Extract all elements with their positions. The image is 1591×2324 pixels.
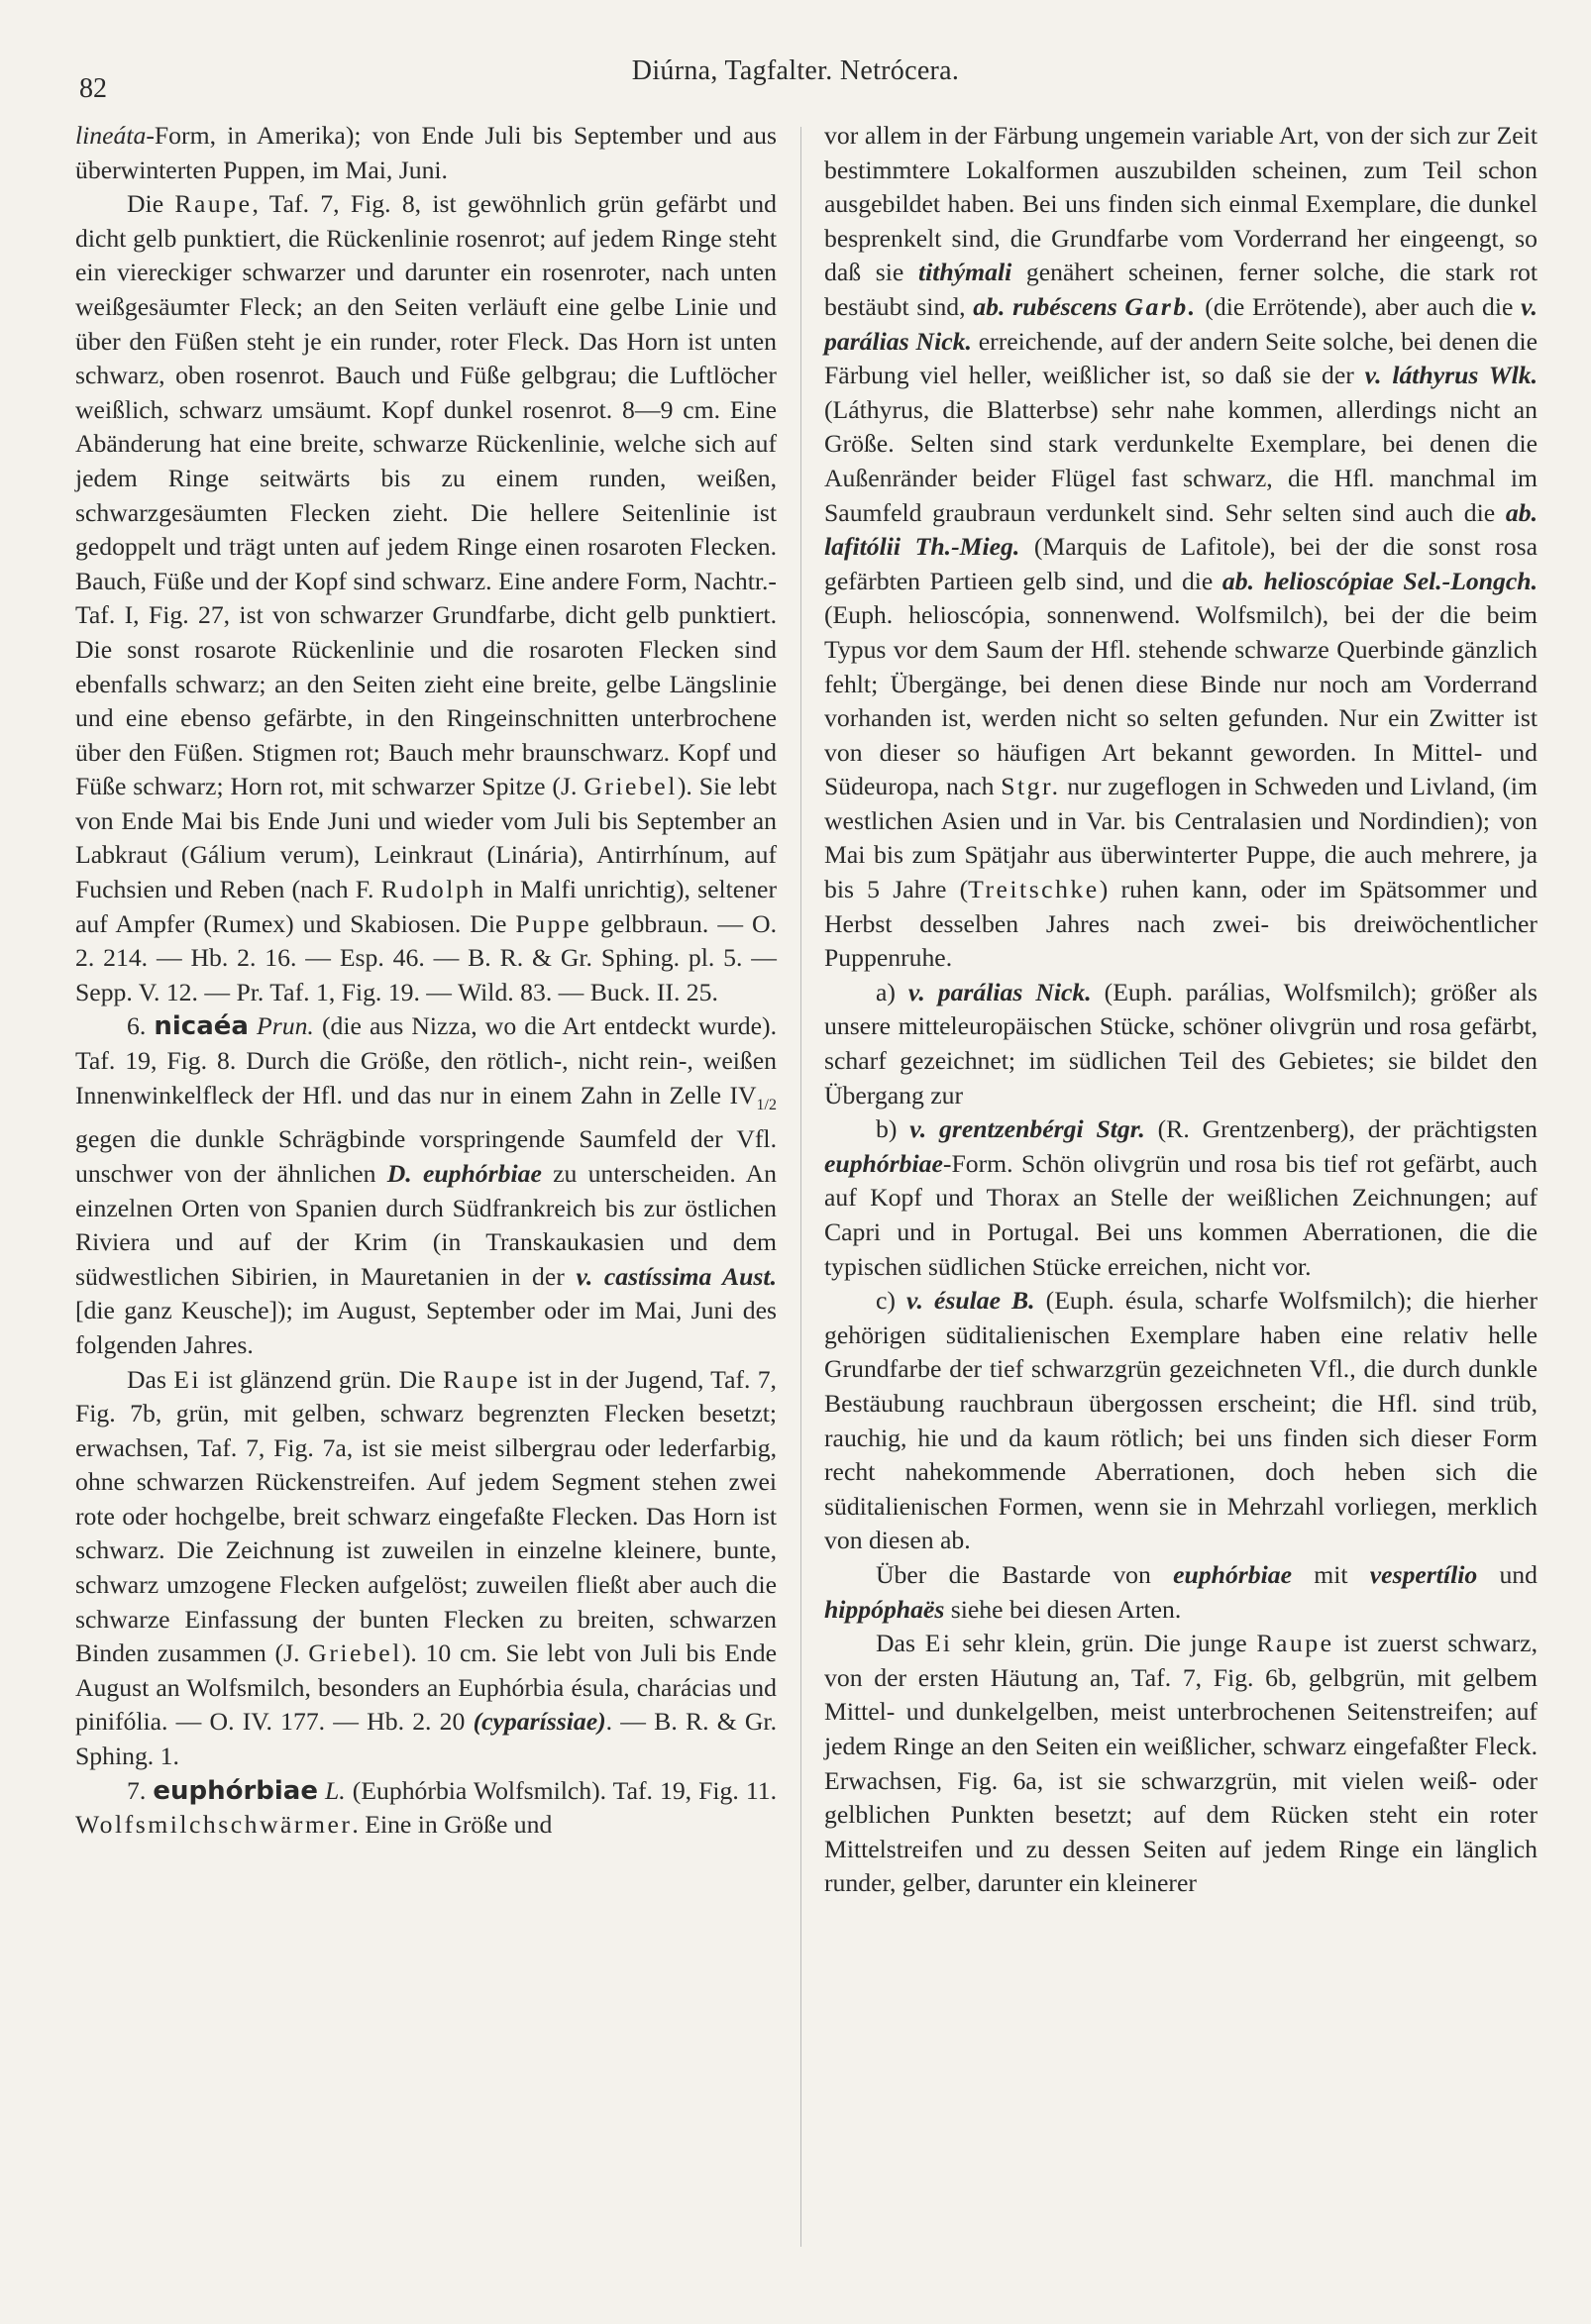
taxon-name: tithýmali	[918, 258, 1012, 287]
spaced-term: Puppe	[515, 908, 592, 938]
text-run: , Taf. 7, Fig. 8, ist gewöhnlich grün gefärbt und dicht gelb punktiert, die Rückenlinie rosenrot; auf jedem Ringe steht ein viereckiger schwarzer und darunter ein rosenroter, nach unten weißgesäumter Fleck; an den Seiten verläuft eine gelbe Linie und über den Füßen steht je ein runder, roter Fleck. Das Horn ist unten schwarz, oben rosenrot. Bauch und Füße gelbgrau; die Luftlöcher weißlich, schwarz umsäumt. Kopf dunkel rosenrot. 8—9 cm. Eine Abänderung hat eine breite, schwarze Rückenlinie, welche sich auf jedem Ringe seitwärts bis zu einem runden, weißen, schwarzgesäumten Flecken zieht. Die hellere Seitenlinie ist gedoppelt und trägt unten auf jedem Ringe einen rosaroten Flecken. Bauch, Füße und der Kopf sind schwarz. Eine andere Form, Nachtr.-Taf. I, Fig. 27, ist von schwarzer Grundfarbe, dicht gelb punktiert. Die sonst rosarote Rückenlinie und die rosaroten Flecken sind ebenfalls schwarz; an den Seiten zieht eine breite, gelbe Längslinie und eine ebenso gefärbte, in den Ringeinschnitten unterbrochene über den Füßen. Stigmen rot; Bauch mehr braunschwarz. Kopf und Füße schwarz; Horn rot, mit schwarzer Spitze (J.	[75, 189, 777, 801]
text-run: . Eine in Größe und	[352, 1810, 553, 1840]
text-run: zu unterscheiden. An einzelnen Orten von Spanien durch Südfrankreich bis zur östlichen Riviera und auf der Krim (in Transkaukasien und dem südwestlichen Sibirien, in Mauretanien in der	[75, 1158, 777, 1291]
text-run: gelbbraun. — O. 2. 214. — Hb. 2. 16. — Esp. 46. — B. R. & Gr. Sphing. pl. 5. — Sepp. V. 12. — Pr. Taf. 1, Fig. 19. — Wild. 83. — Buck. II. 25.	[75, 908, 778, 1006]
author-name: Stgr.	[1001, 772, 1061, 801]
text-run: c)	[876, 1286, 907, 1316]
text-run: und	[1477, 1559, 1538, 1589]
text-run: ) ruhen kann, oder im Spätsommer und Herbst desselben Jahres nach zwei- bis dreiwöchentlicher Puppenruhe.	[824, 875, 1538, 973]
text-run: b)	[876, 1114, 910, 1144]
taxon-name: v. láthyrus Wlk.	[1364, 361, 1538, 390]
taxon-name: v. parálias Nick.	[907, 977, 1092, 1006]
paragraph	[824, 119, 1538, 976]
left-column	[75, 119, 777, 1843]
text-run: ist glänzend grün. Die	[201, 1364, 443, 1394]
running-head: Diúrna, Tagfalter. Netrócera.	[631, 55, 960, 86]
spaced-term: Ei	[924, 1629, 953, 1658]
taxon-name: ab. lafitólii Th.-Mieg.	[824, 497, 1538, 562]
author-name: Griebel	[583, 772, 678, 801]
text-run: (die Errötende), aber auch die	[1197, 291, 1522, 321]
column-divider	[800, 127, 801, 2247]
taxon-name: ab. helioscópiae Sel.-Longch.	[1221, 566, 1538, 595]
text-run: Die	[127, 189, 175, 219]
paragraph	[824, 1558, 1538, 1627]
text-run: [die ganz Keusche]); im August, September oder im Mai, Juni des folgenden Jahres.	[75, 1296, 777, 1359]
text-run: 7.	[127, 1775, 154, 1805]
text-run: (Euph. parálias, Wolfsmilch); größer als unsere mitteleuropäischen Stücke, schöner olivgrün und rosa gefärbt, scharf gezeichnet; im südlichen Teil des Gebietes; sie bildet den Übergang zur	[824, 977, 1538, 1109]
text-run: (Euph. ésula, scharfe Wolfsmilch); die hierher gehörigen süditalienischen Exemplare haben eine relativ helle Grundfarbe der tief schwarzgrün gezeichneten Vfl., die durch dunkle Bestäubung rauchbraun übergossen erscheint; die Hfl. sind trüb, rauchig, hie und da kaum rötlich; bei uns finden sich dieser Form recht nahekommende Aberrationen, doch heben sich die süditalienischen Formen, wenn sie in Mehrzahl vorliegen, merklich von diesen ab.	[824, 1286, 1538, 1555]
text-run: . — B. R. & Gr. Sphing. 1.	[75, 1707, 777, 1771]
common-name: Wolfsmilchschwärmer	[75, 1810, 353, 1840]
right-column	[824, 119, 1538, 1901]
paragraph	[824, 1627, 1538, 1901]
text-run: genähert scheinen, ferner solche, die stark rot bestäubt sind,	[824, 258, 1538, 321]
author-abbrev: Garb.	[1124, 291, 1198, 321]
taxon-name: v. castíssima Aust.	[576, 1261, 777, 1291]
author-abbrev: Prun.	[257, 1011, 314, 1041]
spaced-term: Raupe	[174, 189, 253, 219]
text-run: ). 10 cm. Sie lebt von Juli bis Ende August an Wolfsmilch, besonders an Euphórbia ésula, charácias und pinifólia. — O. IV. 177. — Hb. 2. 20	[75, 1638, 778, 1737]
text-run: vor allem in der Färbung ungemein variable Art, von der sich zur Zeit bestimmtere Lokalformen auszubilden scheinen, zum Teil schon ausgebildet haben. Bei uns finden sich einmal Exemplare, die dunkel besprenkelt sind, die Grundfarbe vom Vorderrand her eingeengt, so daß sie	[824, 121, 1538, 287]
taxon-name: v. ésulae B.	[906, 1286, 1035, 1316]
text-run: Über die Bastarde von	[876, 1559, 1174, 1589]
paragraph	[75, 187, 777, 1009]
text-run: a)	[876, 977, 908, 1006]
text-run: (Euph. helioscópia, sonnenwend. Wolfsmilch), bei der die beim Typus vor dem Saum der Hfl. stehende schwarze Querbinde gänzlich fehlt; Übergänge, bei denen diese Binde nur noch am Vorderrand vorhanden ist, werden nicht so selten gefunden. Nur ein Zwitter ist von dieser so häufigen Art bekannt geworden. In Mittel- und Südeuropa, nach	[824, 600, 1538, 801]
text-run: -Form, in Amerika); von Ende Juli bis September und aus überwinterten Puppen, im Mai, Juni.	[75, 121, 777, 184]
text-run: Das	[876, 1629, 925, 1658]
spaced-term: Ei	[173, 1364, 202, 1394]
text-run: Das	[127, 1364, 174, 1394]
text-run: sehr klein, grün. Die junge	[952, 1629, 1257, 1658]
taxon-name: ab. rubéscens	[973, 291, 1117, 321]
text-run: (die aus Nizza, wo die Art entdeckt wurde). Taf. 19, Fig. 8. Durch die Größe, den rötlich-, nicht rein-, weißen Innenwinkelfleck der Hfl. und das nur in einem Zahn in Zelle IV	[75, 1011, 777, 1109]
paragraph	[824, 1112, 1538, 1284]
text-run: ist in der Jugend, Taf. 7, Fig. 7b, grün, mit gelben, schwarz begrenzten Flecken besetzt; erwachsen, Taf. 7, Fig. 7a, ist sie meist silbergrau oder lederfarbig, ohne schwarzen Rückenstreifen. Auf jedem Segment stehen zwei rote oder hochgelbe, breit schwarz eingefaßte Flecken. Das Horn ist schwarz. Die Zeichnung ist zuweilen in einzelne kleinere, bunte, schwarz umzogene Flecken aufgelöst; zuweilen fließt aber auch die schwarze Einfassung der bunten Flecken zu breiten, schwarzen Binden zusammen (J.	[75, 1364, 777, 1668]
text-run: 6.	[127, 1011, 155, 1041]
text-run: (Marquis de Lafitole), bei der die sonst rosa gefärbten Partieen gelb sind, und die	[824, 532, 1538, 595]
page-number: 82	[79, 73, 107, 104]
text-run: -Form. Schön olivgrün und rosa bis tief rot gefärbt, auch auf Kopf und Thorax an Stelle der weißlichen Zeichnungen; auf Capri und in Portugal. Bei uns kommen Aberrationen, die die typischen südlichen Stücke erreichen, nicht vor.	[824, 1148, 1538, 1281]
text-run: (Euphórbia Wolfsmilch). Taf. 19, Fig. 11.	[345, 1775, 778, 1805]
text-run: gegen die dunkle Schrägbinde vorspringende Saumfeld der Vfl. unschwer von der ähnlichen	[75, 1124, 777, 1188]
taxon-name: euphórbiae	[824, 1148, 943, 1178]
species-heading: euphórbiae	[153, 1775, 318, 1806]
paragraph	[75, 1363, 777, 1774]
taxon-name: v. parálias Nick.	[824, 291, 1538, 356]
taxon-name: lineáta	[75, 121, 147, 150]
subscript: 1/2	[756, 1096, 777, 1113]
taxon-name: euphórbiae	[1173, 1559, 1293, 1589]
text-run: erreichende, auf der andern Seite solche, bei denen die Färbung viel heller, weißlicher ist, so daß sie der	[824, 326, 1538, 390]
text-run: mit	[1292, 1559, 1370, 1589]
taxon-name: D. euphórbiae	[386, 1158, 542, 1188]
taxon-name: vespertílio	[1369, 1559, 1478, 1589]
taxon-name: v. grentzenbérgi Stgr.	[909, 1114, 1145, 1144]
spaced-term: Raupe	[1256, 1629, 1334, 1658]
author-name: Griebel	[308, 1638, 402, 1668]
text-run: siehe bei diesen Arten.	[944, 1594, 1182, 1624]
paragraph	[824, 1284, 1538, 1558]
text-run: in Malfi unrichtig), seltener auf Ampfer (Rumex) und Skabiosen. Die	[75, 875, 777, 938]
text-run: ). Sie lebt von Ende Mai bis Ende Juni und wieder vom Juli bis September an Labkraut (Gálium verum), Leinkraut (Linária), Antirrhínum, auf Fuchsien und Reben (nach F.	[75, 772, 778, 904]
text-run: ist zuerst schwarz, von der ersten Häutung an, Taf. 7, Fig. 6b, gelbgrün, mit gelbem Mittel- und dunkelgelben, meist unterbrochenen Seitenstreifen; auf jedem Ringe an den Seiten ein weißlicher, schwarz eingefaßter Fleck. Erwachsen, Fig. 6a, ist sie schwarzgrün, mit vielen weiß- oder gelblichen Punkten besetzt; auf dem Rücken steht ein roter Mittelstreifen und zu dessen Seiten auf jedem Ringe ein länglich runder, gelber, darunter ein kleinerer	[824, 1629, 1538, 1898]
text-run: (Láthyrus, die Blatterbse) sehr nahe kommen, allerdings nicht an Größe. Selten sind stark verdunkelte Exemplare, bei denen die Außenränder beider Flügel fast schwarz, die Hfl. manchmal im Saumfeld graubraun verdunkelt sind. Sehr selten sind auch die	[824, 394, 1538, 527]
text-run: nur zugeflogen in Schweden und Livland, (im westlichen Asien und in Var. bis Centralasien und Nordindien); von Mai bis zum Spätjahr aus überwinterter Puppe, die auch mehrere, ja bis 5 Jahre (	[824, 772, 1538, 904]
author-abbrev: L.	[325, 1775, 346, 1805]
species-heading: nicaéa	[154, 1011, 249, 1042]
paragraph	[75, 1009, 777, 1362]
paragraph	[75, 119, 777, 187]
page-header	[0, 52, 1591, 104]
spaced-term: Raupe	[442, 1364, 521, 1394]
taxon-name: hippóphaës	[824, 1594, 945, 1624]
paragraph	[75, 1774, 777, 1843]
text-run: (R. Grentzenberg), der prächtigsten	[1144, 1114, 1538, 1144]
author-name: Treitschke	[968, 875, 1100, 904]
paragraph	[824, 976, 1538, 1112]
taxon-name: (cyparíssiae)	[473, 1707, 606, 1737]
author-name: Rudolph	[380, 875, 486, 904]
